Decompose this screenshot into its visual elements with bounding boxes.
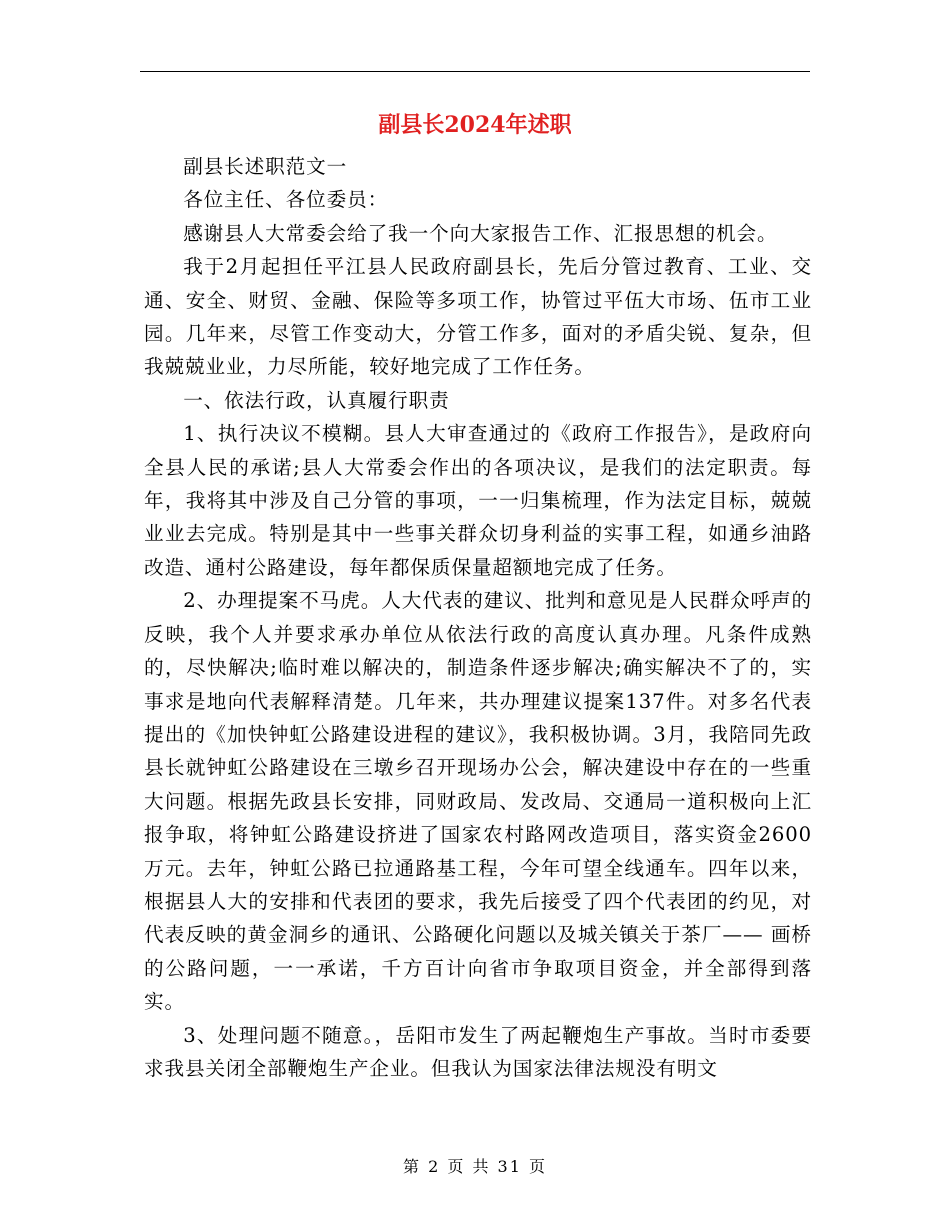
document-title: 副县长2024年述职 — [378, 112, 572, 138]
paragraph-item-1: 1、执行决议不模糊。县人大审查通过的《政府工作报告》，是政府向全县人民的承诺;县人大常委会作出的各项决议，是我们的法定职责。每年，我将其中涉及自己分管的事项，一一归集梳理，作为法定目标，兢兢业业去完成。特别是其中一些事关群众切身利益的实事工程，如通乡油路改造、通村公路建设，每年都保质保量超额地完成了任务。 — [144, 422, 812, 579]
paragraph-thanks: 感谢县人大常委会给了我一个向大家报告工作、汇报思想的机会。 — [183, 221, 778, 245]
page-footer: 第 2 页 共 31 页 — [403, 1157, 547, 1176]
paragraph-intro: 我于2月起担任平江县人民政府副县长，先后分管过教育、工业、交通、安全、财贸、金融、保险等多项工作，协管过平伍大市场、伍市工业园。几年来，尽管工作变动大，分管工作多，面对的矛盾尖锐、复杂，但我兢兢业业，力尽所能，较好地完成了工作任务。 — [144, 255, 812, 379]
paragraph-subtitle: 副县长述职范文一 — [183, 155, 348, 178]
header-rule — [140, 71, 810, 72]
paragraph-salutation: 各位主任、各位委员： — [183, 188, 389, 212]
section-heading: 一、依法行政，认真履行职责 — [183, 388, 450, 412]
paragraph-item-2: 2、办理提案不马虎。人大代表的建议、批判和意见是人民群众呼声的反映，我个人并要求承办单位从依法行政的高度认真办理。凡条件成熟的，尽快解决;临时难以解决的，制造条件逐步解决;确实解决不了的，实事求是地向代表解释清楚。几年来，共办理建议提案137件。对多名代表提出的《加快钟虹公路建设进程的建议》，我积极协调。3月，我陪同先政县长就钟虹公路建设在三墩乡召开现场办公会，解决建设中存在的一些重大问题。根据先政县长安排，同财政局、发改局、交通局一道积极向上汇报争取，将钟虹公路建设挤进了国家农村路网改造项目，落实资金2600万元。去年，钟虹公路已拉通路基工程，今年可望全线通车。四年以来，根据县人大的安排和代表团的要求，我先后接受了四个代表团的约见，对代表反映的黄金洞乡的通讯、公路硬化问题以及城关镇关于茶厂—— 画桥的公路问题，一一承诺，千方百计向省市争取项目资金，并全部得到落实。 — [144, 589, 812, 1014]
document-body — [144, 150, 812, 1085]
paragraph-item-3: 3、处理问题不随意。，岳阳市发生了两起鞭炮生产事故。当时市委要求我县关闭全部鞭炮生产企业。但我认为国家法律法规没有明文 — [144, 1023, 812, 1080]
